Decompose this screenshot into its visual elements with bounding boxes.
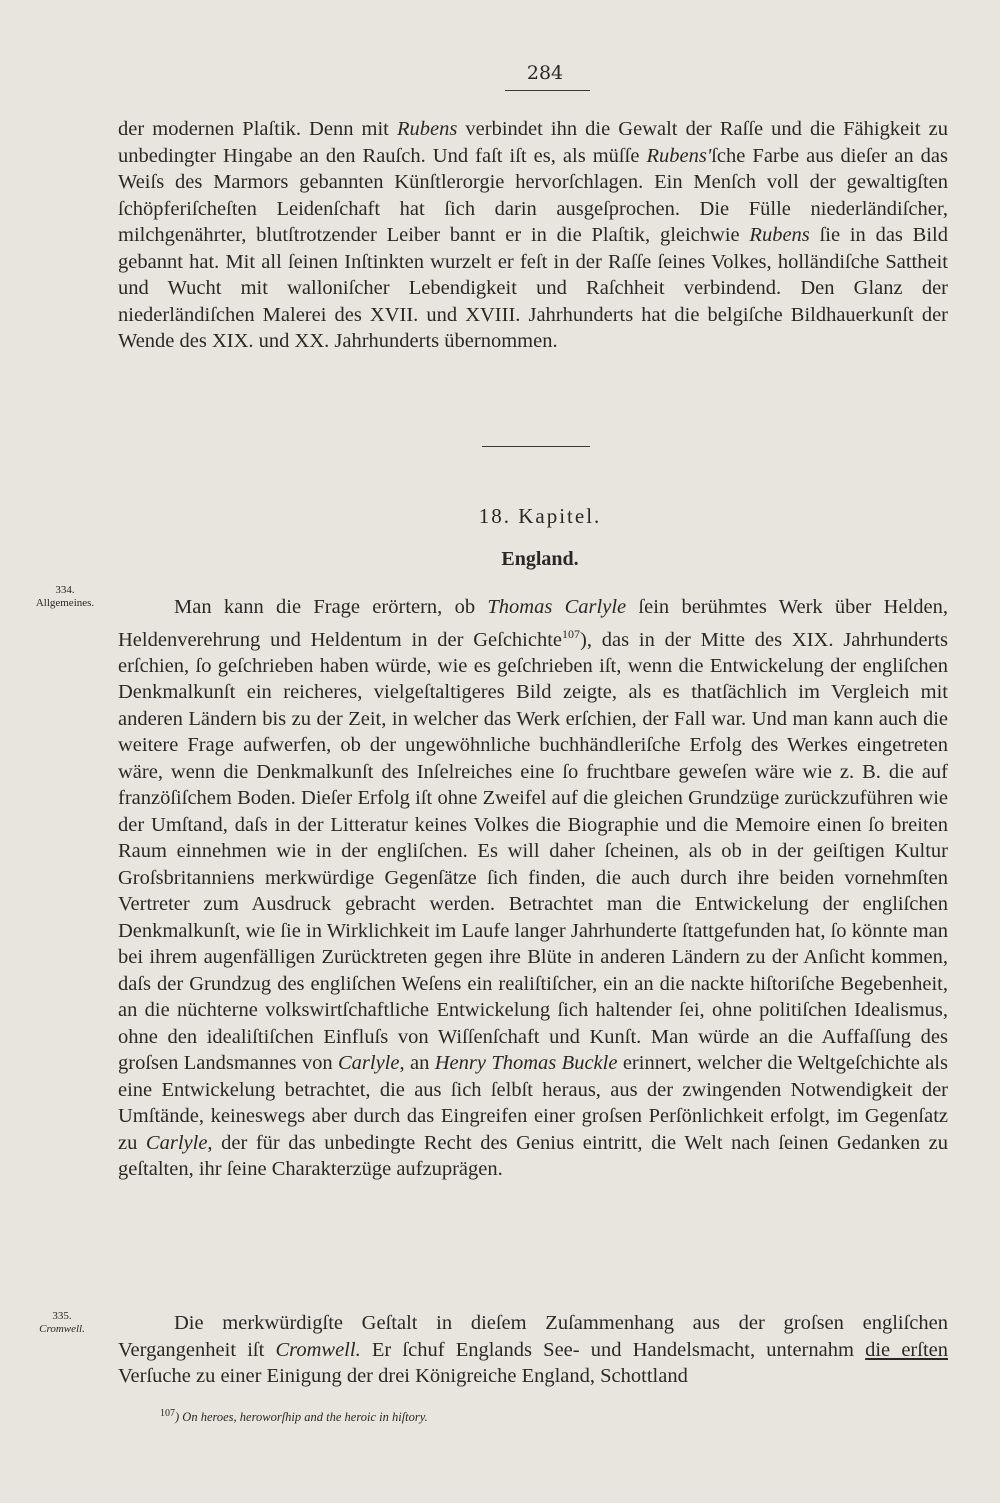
text-run: ſche Farbe aus dieſer an das Weiſs des Marmors gebannten Künſtlerorgie hervorſchlagen. Ein Menſch voll der gewaltigſten ſchöpferiſcheſten Leidenſchaft hat ſich darin ausgeſprochen. Die Fülle niederländiſcher, milchgenährter, blutſtrotzender Leiber bannt er in die Plaſtik, gleichwie <box>118 144 948 246</box>
text-run: ſie in das Bild gebannt hat. Mit all ſeinen Inſtinkten wurzelt er feſt in der Raſſe ſeines Volkes, holländiſche Sattheit und Wucht mit walloniſcher Lebendigkeit und Raſchheit verbindend. Den Glanz der niederländiſchen Malerei des XVII. und XVIII. Jahrhunderts hat die belgiſche Bildhauerkunſt der Wende des XIX. und XX. Jahrhunderts übernommen. <box>118 224 948 352</box>
margin-note-label: Allgemeines. <box>35 597 95 609</box>
margin-note-number: 335. <box>52 1310 72 1322</box>
footnote-reference: 107 <box>562 626 581 641</box>
text-run: , der für das unbedingte Recht des Genius eintritt, die Welt nach ſeinen Gedanken zu geſtalten, ihr ſeine Charakterzüge aufzuprägen. <box>118 1131 948 1181</box>
footnote-text: ) On heroes, heroworſhip and the heroic in hiſtory. <box>175 1410 428 1425</box>
name-rubens: Rubens <box>749 224 810 246</box>
chapter-title: 18. Kapitel. <box>478 504 602 528</box>
section-separator <box>482 446 590 447</box>
text-run: der modernen Plaſtik. Denn mit <box>118 118 397 140</box>
name-cromwell: Cromwell. <box>275 1338 361 1361</box>
name-rubens: Rubens <box>396 118 458 140</box>
text-run: ſein berühmtes Werk über Helden, Heldenverehrung und Heldentum in der Geſchichte <box>118 596 948 651</box>
underlined-text: die erſten <box>865 1338 948 1361</box>
footnote-number: 107 <box>160 1408 175 1419</box>
text-run: ), das in der Mitte des XIX. Jahrhunderts erſchien, ſo geſchrieben haben würde, wie es geſchrieben iſt, wenn die Entwickelung der engliſchen Denkmalkunſt ein reicheres, vielgeſtaltigeres Bild zeigte, als es thatſächlich im Vergleich mit anderen Ländern bis zu der Zeit, in welcher das Werk erſchien, der Fall war. Und man kann auch die weitere Frage aufwerfen, ob der ungewöhnliche buchhändleriſche Erfolg des Werkes eingetreten wäre, wenn die Denkmalkunſt des Inſelreiches eine ſo fruchtbare geweſen wäre wie z. B. die auf franzöſiſchem Boden. Dieſer Erfolg iſt ohne Zweifel auf die gleichen Grundzüge zurückzuführen wie der Umſtand, daſs in der Litteratur keines Volkes die Biographie und die Memoire einen ſo breiten Raum einnehmen wie in der engliſchen. Es will daher ſcheinen, als ob in der geiſtigen Kultur Groſsbritanniens merkwürdige Gegenſätze ſich finden, die auch durch ihre beiden vornehmſten Vertreter zum Ausdruck gebracht werden. Betrachtet man die Entwickelung der engliſchen Denkmalkunſt, wie ſie in Wirklichkeit im Laufe langer Jahrhunderte ſtattgefunden hat, ſo könnte man bei ihrem augenfälligen Zurücktreten gegen ihre Blüte in anderen Ländern zu der Anſicht kommen, daſs der Grundzug des engliſchen Weſens ein realiſtiſcher, ein an die nackte hiſtoriſche Begebenheit, an die nüchterne volkswirtſchaftliche Entwickelung ſich haltender ſei, ohne politiſchen Idealismus, ohne den idealiſtiſchen Einfluſs von Wiſſenſchaft und Kunſt. Man würde an die Auffaſſung des groſsen Landsmannes von <box>118 628 949 1075</box>
text-run: erinnert, welcher die Weltgeſchichte als eine Entwickelung betrachtet, die aus ſich ſelbſt heraus, aus der zwingenden Notwendigkeit der Umſtände, keineswegs aber durch das Eingreifen einer groſsen Perſönlichkeit erfolgt, im Gegenſatz zu <box>118 1052 948 1154</box>
text-run: Verſuche zu einer Einigung der drei Königreiche England, Schottland <box>118 1365 688 1387</box>
margin-note-334 <box>20 584 110 610</box>
text-run: Er ſchuf Englands See- und Handelsmacht, unternahm <box>360 1338 866 1361</box>
paragraph-sculpture-conclusion <box>118 116 948 355</box>
text-run: Man kann die Frage erörtern, ob <box>174 596 488 618</box>
margin-note-number: 334. <box>55 584 75 596</box>
paragraph-cromwell <box>118 1310 948 1390</box>
page-number-rule <box>505 90 590 91</box>
page-number: 284 <box>526 62 564 84</box>
paragraph-england-intro <box>118 594 948 1183</box>
name-rubens: Rubens' <box>646 144 712 167</box>
name-carlyle: Carlyle <box>337 1052 400 1075</box>
name-thomas-carlyle: Thomas Carlyle <box>487 596 627 618</box>
text-run: , an <box>399 1052 435 1075</box>
name-carlyle: Carlyle <box>145 1131 208 1154</box>
text-run: Die merkwürdigſte Geſtalt in dieſem Zuſammenhang aus der groſsen engliſchen Vergangenheit iſt <box>118 1312 948 1361</box>
margin-note-label: Cromwell. <box>39 1323 85 1335</box>
name-buckle: Henry Thomas Buckle <box>434 1052 618 1075</box>
chapter-subtitle: England. <box>501 548 579 570</box>
text-run: verbindet ihn die Gewalt der Raſſe und die Fähigkeit zu unbedingter Hingabe an den Rauſch. Und faſt iſt es, als müſſe <box>118 118 948 167</box>
margin-note-335 <box>12 1310 112 1336</box>
footnote <box>160 1408 760 1425</box>
